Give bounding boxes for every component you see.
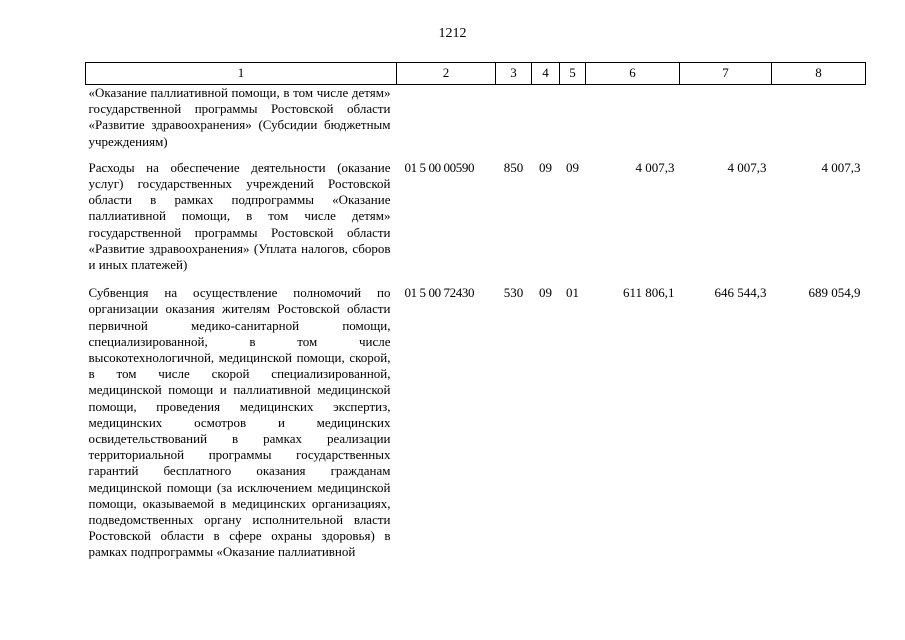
header-row <box>86 63 866 85</box>
page-number: 1212 <box>438 26 467 41</box>
row-amount-1: 4 007,3 <box>635 159 675 175</box>
row-amount-3: 689 054,9 <box>808 285 861 301</box>
row-rz <box>532 85 560 160</box>
row-vid <box>496 85 532 160</box>
table-row <box>86 285 866 560</box>
row-rz: 09 <box>539 159 552 175</box>
row-amount-3: 4 007,3 <box>821 159 861 175</box>
row-pr: 09 <box>566 159 579 175</box>
col-header: 5 <box>560 63 586 85</box>
row-vid: 850 <box>503 159 524 175</box>
budget-table <box>85 62 866 561</box>
row-vid: 530 <box>503 285 524 301</box>
col-header: 3 <box>496 63 532 85</box>
row-code: 01 5 00 72430 <box>404 285 475 301</box>
table-row <box>86 160 866 285</box>
row-amount-2 <box>680 85 772 160</box>
col-header: 7 <box>680 63 772 85</box>
row-amount-3 <box>772 85 866 160</box>
row-amount-2: 4 007,3 <box>727 159 767 175</box>
row-pr <box>560 85 586 160</box>
col-header: 1 <box>86 63 397 85</box>
row-amount-2: 646 544,3 <box>714 285 767 301</box>
row-description: «Оказание паллиативной помощи, в том числе детям» государственной программы Ростовской области «Развитие здравоохранения» (Субсидии бюджетным учреждениям) <box>88 85 391 149</box>
row-description: Субвенция на осуществление полномочий по организации оказания жителям Ростовской области первичной медико-санитарной помощи, специализированной, в том числе высокотехнологичной, медицинской помощи, скорой, в том числе скорой специализированной, медицинской помощи и паллиативной медицинской помощи, проведения медицинских экспертиз, медицинских осмотров и медицинских освидетельствований в рамках реализации территориальной программы государственных гарантий бесплатного оказания гражданам медицинской помощи (за исключением медицинской помощи, оказываемой в медицинских организациях, подведомственных органу исполнительной власти Ростовской области в сфере охраны здоровья) в рамках подпрограммы «Оказание паллиативной <box>88 285 391 560</box>
table-row <box>86 85 866 160</box>
col-header: 2 <box>397 63 496 85</box>
row-description: Расходы на обеспечение деятельности (оказание услуг) государственных учреждений Ростовской области в рамках подпрограммы «Оказание паллиативной помощи, в том числе детям» государственной программы Ростовской области «Развитие здравоохранения» (Уплата налогов, сборов и иных платежей) <box>88 159 391 273</box>
row-amount-1 <box>586 85 680 160</box>
col-header: 8 <box>772 63 866 85</box>
col-header: 6 <box>586 63 680 85</box>
row-amount-1: 611 806,1 <box>622 285 675 301</box>
row-pr: 01 <box>566 285 579 301</box>
row-code: 01 5 00 00590 <box>404 159 475 175</box>
col-header: 4 <box>532 63 560 85</box>
row-code <box>397 85 496 160</box>
row-rz: 09 <box>539 285 552 301</box>
